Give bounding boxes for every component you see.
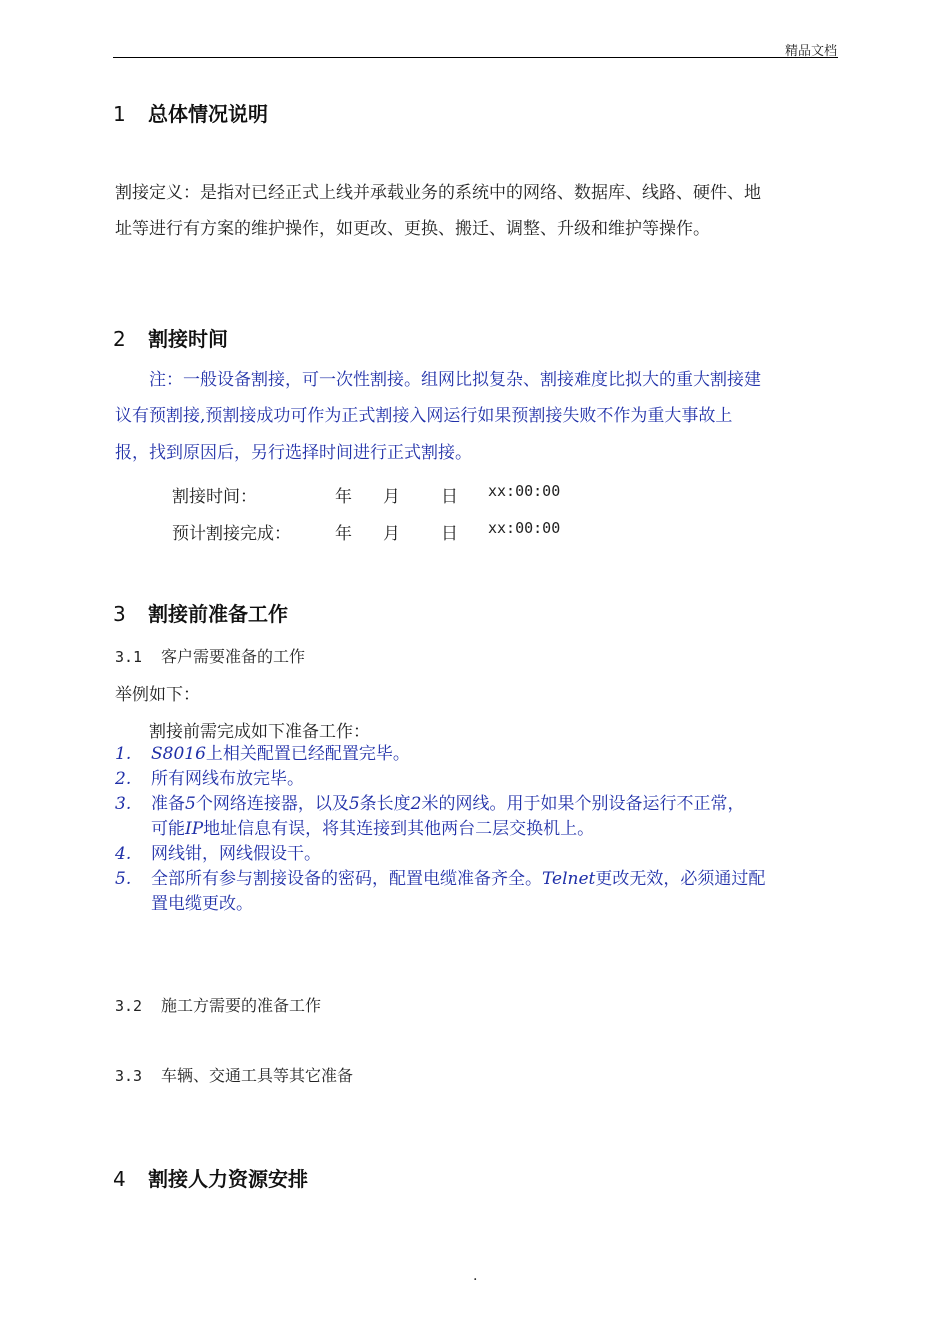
list-item <box>115 792 855 842</box>
note-line-3: 报，找到原因后，另行选择时间进行正式割接。 <box>115 443 472 463</box>
list-text: 更改无效，必须通过配 <box>595 869 766 889</box>
list-item <box>115 742 855 768</box>
device-model: S8016 <box>151 744 206 764</box>
cutover-time-month: 月 <box>383 487 400 507</box>
expected-complete-day: 日 <box>441 524 458 544</box>
expected-complete-label: 预计割接完成： <box>172 524 291 544</box>
list-number-value: 5 <box>185 794 196 814</box>
page-header-label: 精品文档 <box>784 44 837 59</box>
section-number: 3 <box>113 602 126 626</box>
subsection-3-2 <box>115 993 321 1016</box>
note-line-1: 注：一般设备割接，可一次性割接。组网比拟复杂、割接难度比拟大的重大割接建 <box>149 370 761 390</box>
note-line-2: 议有预割接,预割接成功可作为正式割接入网运行如果预割接失败不作为重大事故上 <box>115 406 733 426</box>
telnet-term: Telnet <box>542 869 596 889</box>
section-title: 割接人力资源安排 <box>148 1167 308 1191</box>
list-text: 网线钳，网线假设干。 <box>151 844 321 864</box>
preparation-intro: 割接前需完成如下准备工作： <box>149 722 370 742</box>
list-number: 5. <box>115 869 132 889</box>
list-number: 2. <box>115 769 132 789</box>
section-title: 割接时间 <box>148 327 228 351</box>
list-number: 4. <box>115 844 132 864</box>
footer-mark: . <box>473 1268 478 1284</box>
list-text: 米的网线。用于如果个别设备运行不正常， <box>421 794 745 814</box>
list-text: 所有网线布放完毕。 <box>151 769 304 789</box>
list-text: 个网络连接器，以及 <box>195 794 349 814</box>
list-number: 3. <box>115 794 132 814</box>
subsection-number: 3.1 <box>115 648 143 666</box>
expected-complete-year: 年 <box>335 524 352 544</box>
definition-line-2: 址等进行有方案的维护操作，如更改、更换、搬迁、调整、升级和维护等操作。 <box>115 219 710 239</box>
section-title: 割接前准备工作 <box>148 602 288 626</box>
subsection-title: 客户需要准备的工作 <box>161 647 306 666</box>
list-item <box>115 867 855 917</box>
list-text: 置电缆更改。 <box>151 894 253 914</box>
list-number-value: 2 <box>410 794 422 814</box>
list-item <box>115 767 855 793</box>
section-number: 4 <box>113 1167 126 1191</box>
definition-line-1: 割接定义：是指对已经正式上线并承载业务的系统中的网络、数据库、线路、硬件、地 <box>115 183 761 203</box>
header-rule <box>113 57 838 58</box>
section-title: 总体情况说明 <box>148 102 268 126</box>
example-label: 举例如下： <box>115 685 200 705</box>
list-text: 条长度 <box>359 794 411 814</box>
subsection-3-3 <box>115 1063 353 1086</box>
list-text: 准备 <box>151 794 185 814</box>
expected-complete-clock: xx:00:00 <box>488 519 561 537</box>
cutover-time-clock: xx:00:00 <box>488 482 561 500</box>
subsection-number: 3.3 <box>115 1067 143 1085</box>
section-4-heading <box>113 1163 308 1192</box>
section-3-heading <box>113 598 288 627</box>
list-text: 上相关配置已经配置完毕。 <box>205 744 410 764</box>
subsection-3-1 <box>115 644 305 667</box>
list-number: 1. <box>115 744 132 764</box>
cutover-time-label: 割接时间： <box>172 487 257 507</box>
cutover-time-day: 日 <box>441 487 458 507</box>
list-text: 地址信息有误，将其连接到其他两台二层交换机上。 <box>203 819 595 839</box>
cutover-time-year: 年 <box>335 487 352 507</box>
section-number: 2 <box>113 327 126 351</box>
ip-term: IP <box>185 819 204 839</box>
expected-complete-month: 月 <box>383 524 400 544</box>
list-number-value: 5 <box>348 794 360 814</box>
section-2-heading <box>113 323 228 352</box>
subsection-title: 施工方需要的准备工作 <box>161 996 322 1015</box>
section-1-heading <box>113 98 268 127</box>
subsection-title: 车辆、交通工具等其它准备 <box>161 1066 354 1085</box>
list-item <box>115 842 855 868</box>
subsection-number: 3.2 <box>115 997 143 1015</box>
section-number: 1 <box>113 102 126 126</box>
list-text: 全部所有参与割接设备的密码，配置电缆准备齐全。 <box>151 869 542 889</box>
list-text: 可能 <box>151 819 185 839</box>
